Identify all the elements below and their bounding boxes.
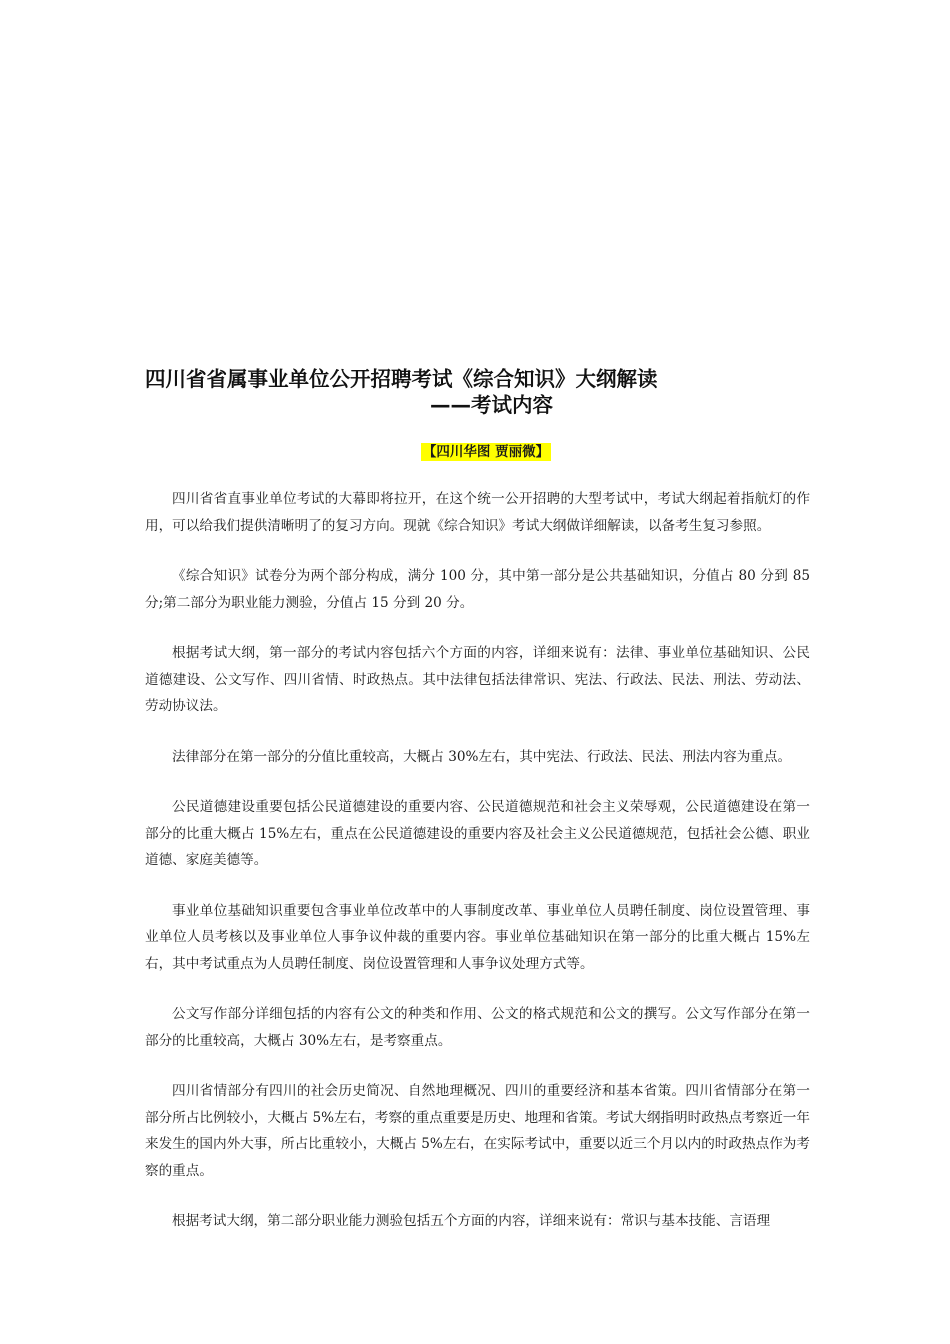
paragraph: 《综合知识》试卷分为两个部分构成，满分 100 分，其中第一部分是公共基础知识，分值占 80 分到 85 分;第二部分为职业能力测验，分值占 15 分到 20 分。 bbox=[145, 568, 810, 611]
document-title: 四川省省属事业单位公开招聘考试《综合知识》大纲解读 bbox=[145, 367, 658, 391]
paragraph: 法律部分在第一部分的分值比重较高，大概占 30%左右，其中宪法、行政法、民法、刑法内容为重点。 bbox=[172, 748, 792, 765]
paragraph: 四川省情部分有四川的社会历史简况、自然地理概况、四川的重要经济和基本省策。四川省情部分在第一部分所占比例较小，大概占 5%左右，考察的重点重要是历史、地理和省策。考试大纲指明时政热点考察近一年来发生的国内外大事，所占比重较小，大概占 5%左右，在实际考试中，重要以近三个月以内的时政热点作为考察的重点。 bbox=[145, 1083, 810, 1179]
byline-container bbox=[0, 441, 950, 461]
document-body bbox=[145, 486, 810, 1259]
paragraph: 根据考试大纲，第一部分的考试内容包括六个方面的内容，详细来说有：法律、事业单位基础知识、公民道德建设、公文写作、四川省情、时政热点。其中法律包括法律常识、宪法、行政法、民法、刑法、劳动法、劳动协议法。 bbox=[145, 645, 810, 714]
paragraph: 公民道德建设重要包括公民道德建设的重要内容、公民道德规范和社会主义荣辱观，公民道德建设在第一部分的比重大概占 15%左右，重点在公民道德建设的重要内容及社会主义公民道德规范，包括社会公德、职业道德、家庭美德等。 bbox=[145, 799, 810, 868]
author-byline: 【四川华图 贾丽微】 bbox=[422, 444, 550, 460]
title-block bbox=[145, 366, 825, 418]
document-subtitle: ——考试内容 bbox=[430, 393, 553, 417]
paragraph: 公文写作部分详细包括的内容有公文的种类和作用、公文的格式规范和公文的撰写。公文写作部分在第一部分的比重较高，大概占 30%左右，是考察重点。 bbox=[145, 1006, 810, 1049]
paragraph: 根据考试大纲，第二部分职业能力测验包括五个方面的内容，详细来说有：常识与基本技能、言语理 bbox=[172, 1213, 771, 1229]
paragraph: 事业单位基础知识重要包含事业单位改革中的人事制度改革、事业单位人员聘任制度、岗位设置管理、事业单位人员考核以及事业单位人事争议仲裁的重要内容。事业单位基础知识在第一部分的比重大概占 15%左右，其中考试重点为人员聘任制度、岗位设置管理和人事争议处理方式等。 bbox=[145, 902, 810, 972]
paragraph: 四川省省直事业单位考试的大幕即将拉开，在这个统一公开招聘的大型考试中，考试大纲起着指航灯的作用，可以给我们提供清晰明了的复习方向。现就《综合知识》考试大纲做详细解读，以备考生复习参照。 bbox=[145, 491, 810, 534]
